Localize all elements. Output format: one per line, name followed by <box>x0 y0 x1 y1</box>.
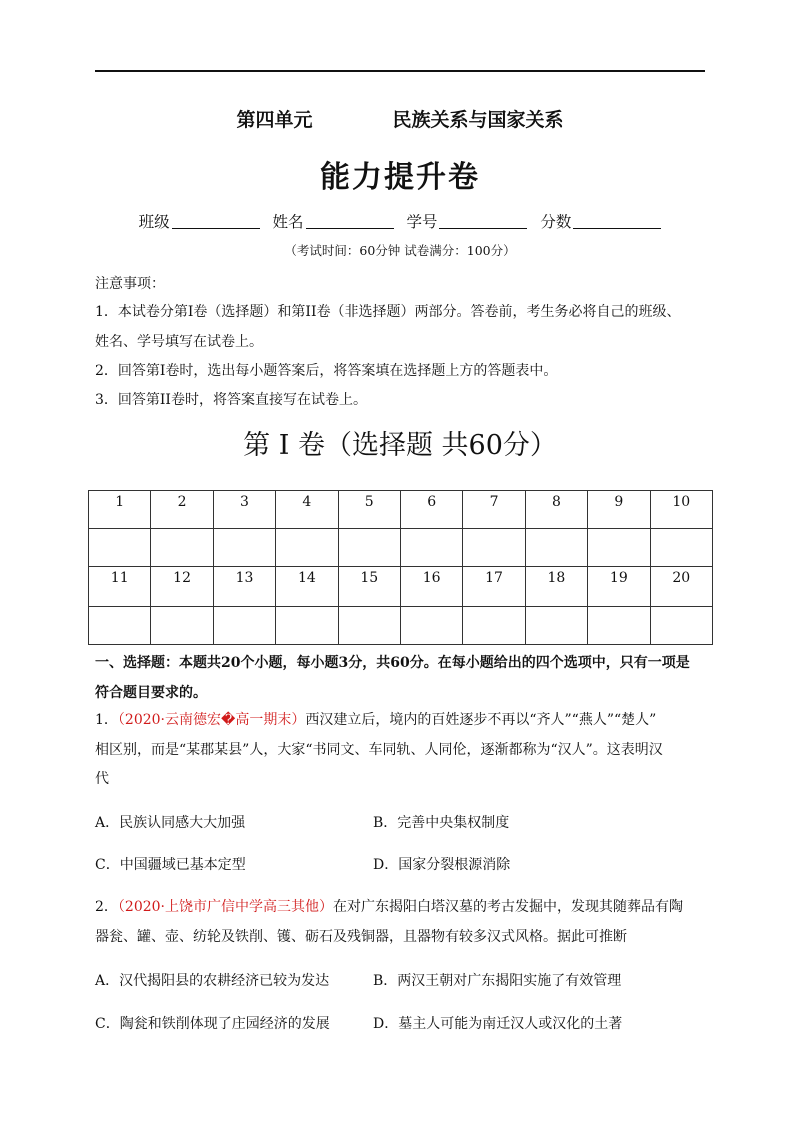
student-no-label: 学号 <box>406 213 438 231</box>
grid-number: 8 <box>525 491 587 529</box>
class-label: 班级 <box>138 213 170 231</box>
question-1-stem-cont: 相区别，而是“某郡某县”人，大家“书同文、车同轨、人同伦，逐渐都称为“汉人”。这表明汉 <box>95 742 663 758</box>
score-label: 分数 <box>540 213 572 231</box>
answer-cell[interactable] <box>338 529 400 567</box>
exam-info: （考试时间：60分钟 试卷满分：100分） <box>284 243 516 258</box>
unit-title: 民族关系与国家关系 <box>392 109 564 131</box>
grid-number: 4 <box>276 491 338 529</box>
answer-cell[interactable] <box>463 606 525 644</box>
question-number: 1． <box>95 712 118 728</box>
note-item-2: 2．回答第I卷时，选出每小题答案后，将答案填在选择题上方的答题表中。 <box>95 363 558 379</box>
grid-number: 1 <box>89 491 151 529</box>
score-blank[interactable] <box>573 228 661 229</box>
grid-number: 16 <box>400 567 462 606</box>
grid-number: 7 <box>463 491 525 529</box>
answer-cell[interactable] <box>588 606 650 644</box>
name-label: 姓名 <box>272 213 304 231</box>
grid-number: 6 <box>400 491 462 529</box>
grid-number: 11 <box>89 567 151 606</box>
name-blank[interactable] <box>306 228 394 229</box>
question-source: （2020·上饶市广信中学高三其他） <box>117 899 334 915</box>
grid-number: 12 <box>151 567 213 606</box>
answer-cell[interactable] <box>213 606 275 644</box>
question-number: 2． <box>95 899 118 915</box>
answer-cell[interactable] <box>400 606 462 644</box>
paper-title: 能力提升卷 <box>320 160 480 195</box>
answer-cell[interactable] <box>276 606 338 644</box>
unit-heading <box>0 105 800 132</box>
part1-instruction: 一、选择题：本题共20个小题，每小题3分，共60分。在每小题给出的四个选项中，只有一项是 <box>95 655 690 671</box>
option-a[interactable]: A．民族认同感大大加强 <box>95 815 246 831</box>
answer-cell[interactable] <box>276 529 338 567</box>
answer-grid <box>88 490 713 645</box>
note-item-3: 3．回答第II卷时，将答案直接写在试卷上。 <box>95 392 367 408</box>
option-d[interactable]: D．墓主人可能为南迁汉人或汉化的土著 <box>373 1016 623 1032</box>
notes-heading: 注意事项： <box>95 276 165 292</box>
option-c[interactable]: C．中国疆域已基本定型 <box>95 857 246 873</box>
question-source: （2020·云南德宏�高一期末） <box>117 712 306 728</box>
option-b[interactable]: B．两汉王朝对广东揭阳实施了有效管理 <box>373 973 622 989</box>
class-blank[interactable] <box>172 228 260 229</box>
grid-number: 14 <box>276 567 338 606</box>
grid-number: 9 <box>588 491 650 529</box>
question-stem: 在对广东揭阳白塔汉墓的考古发掘中，发现其随葬品有陶 <box>333 899 684 915</box>
part1-instruction-cont: 符合题目要求的。 <box>95 685 207 701</box>
option-a[interactable]: A．汉代揭阳县的农耕经济已较为发达 <box>95 973 330 989</box>
option-b[interactable]: B．完善中央集权制度 <box>373 815 510 831</box>
question-2 <box>95 899 683 915</box>
grid-number: 17 <box>463 567 525 606</box>
answer-cell[interactable] <box>525 606 587 644</box>
answer-cell[interactable] <box>151 529 213 567</box>
answer-cell[interactable] <box>400 529 462 567</box>
grid-number: 18 <box>525 567 587 606</box>
note-item-1: 1．本试卷分第I卷（选择题）和第II卷（非选择题）两部分。答卷前，考生务必将自己的班级、 <box>95 304 681 320</box>
grid-number: 2 <box>151 491 213 529</box>
answer-cell[interactable] <box>89 606 151 644</box>
answer-cell[interactable] <box>650 529 712 567</box>
question-1-stem-end: 代 <box>95 771 109 787</box>
answer-cell[interactable] <box>151 606 213 644</box>
question-1 <box>95 712 656 728</box>
answer-cell[interactable] <box>588 529 650 567</box>
section-1-title: 第 I 卷（选择题 共60分） <box>243 430 557 461</box>
grid-number: 3 <box>213 491 275 529</box>
answer-cell[interactable] <box>338 606 400 644</box>
answer-cell[interactable] <box>650 606 712 644</box>
question-stem: 西汉建立后，境内的百姓逐步不再以“齐人”“燕人”“楚人” <box>305 712 657 728</box>
grid-number: 10 <box>650 491 712 529</box>
student-info-fields <box>0 210 800 232</box>
grid-number: 5 <box>338 491 400 529</box>
header-rule <box>95 70 705 72</box>
unit-number: 第四单元 <box>236 109 313 131</box>
option-d[interactable]: D．国家分裂根源消除 <box>373 857 511 873</box>
answer-cell[interactable] <box>213 529 275 567</box>
student-no-blank[interactable] <box>439 228 527 229</box>
answer-cell[interactable] <box>525 529 587 567</box>
option-c[interactable]: C．陶瓮和铁削体现了庄园经济的发展 <box>95 1016 330 1032</box>
answer-cell[interactable] <box>463 529 525 567</box>
grid-number: 19 <box>588 567 650 606</box>
note-item-1-cont: 姓名、学号填写在试卷上。 <box>95 334 263 350</box>
grid-number: 13 <box>213 567 275 606</box>
grid-number: 20 <box>650 567 712 606</box>
question-2-stem-cont: 器瓮、罐、壶、纺轮及铁削、镬、砺石及残铜器，且器物有较多汉式风格。据此可推断 <box>95 929 627 945</box>
grid-number: 15 <box>338 567 400 606</box>
answer-cell[interactable] <box>89 529 151 567</box>
